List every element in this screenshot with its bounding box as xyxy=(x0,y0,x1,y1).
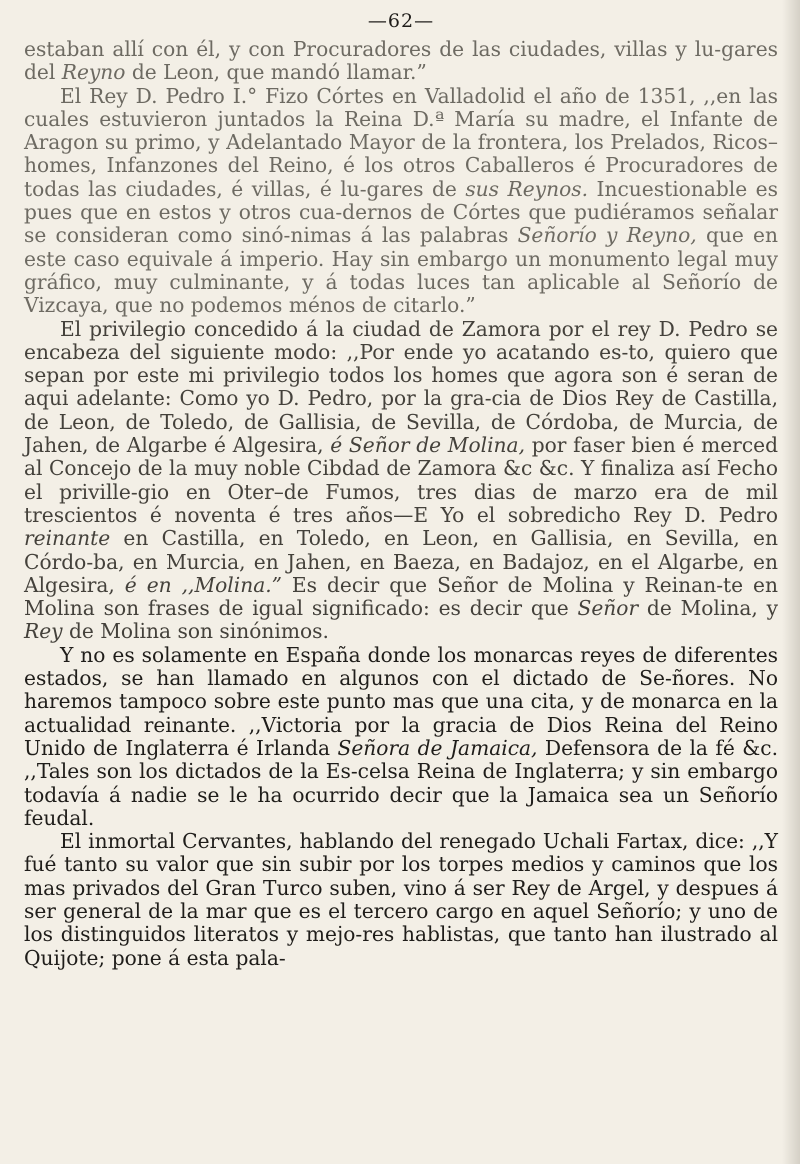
italic-text-run: sus Reynos. xyxy=(465,176,589,201)
body-text xyxy=(24,38,778,970)
text-run: Defensora de la fé &c. ,,Tales son los dictados de la Es-celsa Reina de Inglaterra; y sin embargo todavía á nadie se le ha ocurrido decir que la Jamaica sea un Señorío feudal. xyxy=(24,735,778,830)
italic-text-run: Señor xyxy=(577,596,639,621)
italic-text-run: Reyno xyxy=(61,60,126,85)
text-run: de Molina son sinónimos. xyxy=(62,619,329,644)
paragraph-1 xyxy=(24,38,778,85)
text-run: Y no es solamente en España donde los monarcas reyes de diferentes estados, se han llamado en algunos con el dictado de Se-ñores. No haremos tampoco sobre este punto mas que una cita, y de monarca en la actualidad reinante. ,,Victoria por la gracia de Dios Reina del Reino Unido de Inglaterra é Irlanda xyxy=(24,642,778,760)
text-run: El Rey D. Pedro I.° Fizo Córtes en Valladolid el año de 1351, ,,en las cuales estuvieron juntados la Reina D.ª María su madre, el Infante de Aragon su primo, y Adelantado Mayor de la frontera, los Prelados, Ricos–homes, Infanzones del Reino, é los otros Caballeros é Procuradores de todas las ciudades, é villas, é lu-gares de xyxy=(24,83,778,201)
paragraph-2 xyxy=(24,85,778,318)
page-number: —62— xyxy=(367,10,435,32)
text-run: de Molina, y xyxy=(638,596,779,621)
text-run: de Leon, que mandó llamar.” xyxy=(125,60,427,85)
paragraph-5 xyxy=(24,830,778,970)
paragraph-3 xyxy=(24,318,778,644)
italic-text-run: reinante xyxy=(24,526,111,551)
italic-text-run: Rey xyxy=(24,619,63,644)
text-run: El inmortal Cervantes, hablando del renegado Uchali Fartax, dice: ,,Y fué tanto su valor que sin subir por los torpes medios y caminos que los mas privados del Gran Turco suben, vino á ser Rey de Argel, y despues á ser general de la mar que es el tercero cargo en aquel Señorío; y uno de los distinguidos literatos y mejo-res hablistas, que tanto han ilustrado al Quijote; pone á esta pala- xyxy=(24,829,778,970)
text-run: El privilegio concedido á la ciudad de Zamora por el rey D. Pedro se encabeza del siguiente modo: ,,Por ende yo acatando es-to, quiero que sepan por este mi privilegio todos los homes que agora son é seran de aqui adelante: Como yo D. Pedro, por la gra-cia de Dios Rey de Castilla, de Leon, de Toledo, de Gallisia, de Sevilla, de Córdoba, de Murcia, de Jahen, de Algarbe é Algesira, xyxy=(24,316,778,458)
text-run: Incuestionable es pues que en estos y otros cua-dernos de Córtes que pudiéramos señalar se consideran como sinó-nimas á las palabras xyxy=(24,176,778,248)
italic-text-run: Señorío y Reyno, xyxy=(517,223,697,248)
text-run: que en este caso equivale á imperio. Hay sin embargo un monumento legal muy gráfico, muy culminante, y á todas luces tan aplicable al Señorío de Vizcaya, que no podemos ménos de citarlo.” xyxy=(24,223,778,318)
italic-text-run: é Señor de Molina, xyxy=(330,433,526,458)
text-run: Es decir que Señor de Molina y Reinan-te en Molina son frases de igual significado: es decir que xyxy=(24,572,778,621)
italic-text-run: é en ,,Molina.” xyxy=(124,572,282,597)
paragraph-4 xyxy=(24,644,778,830)
text-run: estaban allí con él, y con Procuradores de las ciudades, villas y lu-gares del xyxy=(24,37,778,85)
text-run: por faser bien é merced al Concejo de la muy noble Cibdad de Zamora &c &c. Y finaliza así Fecho el priville-gio en Oter–de Fumos, tres dias de marzo era de mil trescientos é noventa é tres años—E Yo el sobredicho Rey D. Pedro xyxy=(24,433,778,527)
text-run: en Castilla, en Toledo, en Leon, en Gallisia, en Sevilla, en Córdo-ba, en Murcia, en Jahen, en Baeza, en Badajoz, en el Algarbe, en Algesira, xyxy=(24,526,778,597)
italic-text-run: Señora de Jamaica, xyxy=(337,735,538,760)
